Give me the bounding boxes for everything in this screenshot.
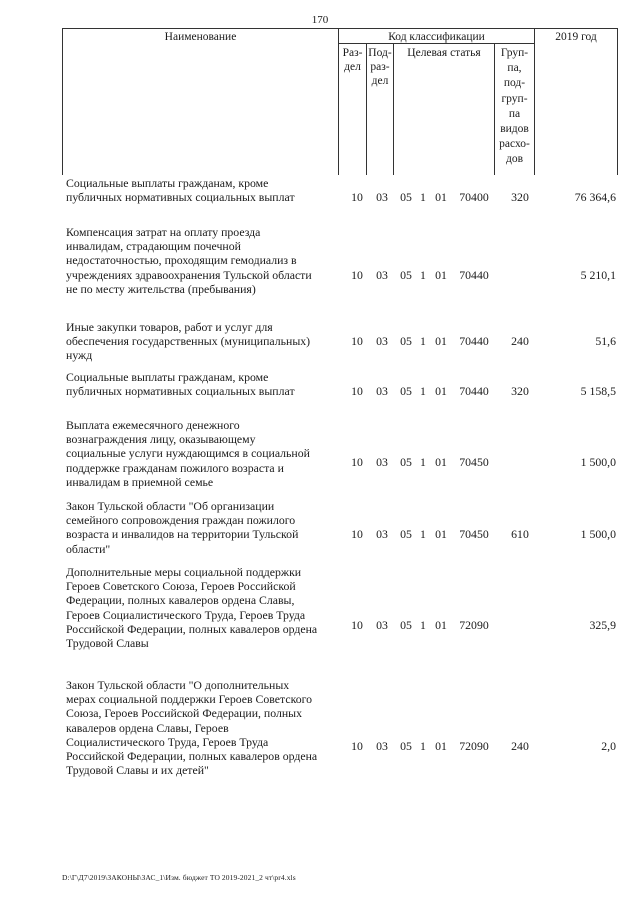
row-code-razdel: 10: [351, 454, 363, 469]
header-group-line: груп-: [501, 92, 528, 105]
row-code-cs1: 05: [400, 384, 412, 399]
row-code-cs1: 05: [400, 190, 412, 205]
file-path-footer: D:\Г\Д7\2019\ЗАКОНЫ\ЗАС_1\Изм. бюджет ТО 2019-2021_2 чт\pr4.xls: [62, 873, 296, 882]
row-name-line: Российской Федерации, полных кавалеров ордена: [66, 749, 318, 764]
row-code-razdel: 10: [351, 617, 363, 632]
row-code-cs2: 1: [420, 384, 426, 399]
row-code-cs2: 1: [420, 334, 426, 349]
row-code-podrazdel: 03: [376, 739, 388, 754]
row-name-line: поддержке гражданам пожилого возраста и: [66, 460, 284, 475]
row-code-razdel: 10: [351, 190, 363, 205]
header-group-line: под-: [503, 77, 526, 90]
row-name-line: не по месту жительства (пребывания): [66, 281, 256, 296]
header-podrazdel-line: дел: [371, 75, 389, 87]
row-amount: 5 210,1: [580, 267, 616, 282]
header-razdel-line: Раз-: [342, 47, 363, 59]
header-group-line: па: [508, 107, 521, 120]
row-code-cs1: 05: [400, 739, 412, 754]
row-code-cs4: 70440: [459, 334, 489, 349]
row-code-podrazdel: 03: [376, 190, 388, 205]
row-name-line: Компенсация затрат на оплату проезда: [66, 225, 261, 239]
row-name: [66, 225, 341, 296]
row-code-cs2: 1: [420, 617, 426, 632]
row-amount: 1 500,0: [580, 527, 616, 542]
row-code-cs3: 01: [435, 334, 447, 349]
header-group-line: видов: [500, 123, 529, 136]
row-name-line: социальные услуги нуждающимся в социальной: [66, 446, 310, 461]
row-name-line: Трудовой Славы и их детей": [66, 763, 209, 778]
row-code-razdel: 10: [351, 334, 363, 349]
row-name: [66, 678, 341, 777]
row-name-line: Трудовой Славы: [66, 636, 149, 651]
row-amount: 51,6: [595, 334, 616, 349]
row-code-cs3: 01: [435, 454, 447, 469]
row-name-line: Социалистического Труда, Героев Труда: [66, 734, 269, 749]
row-code-cs4: 70450: [459, 454, 489, 469]
row-name-line: Социальные выплаты гражданам, кроме: [66, 176, 269, 190]
row-code-cs3: 01: [435, 739, 447, 754]
row-name-line: мерах социальной поддержки Героев Советского: [66, 692, 313, 707]
header-year: 2019 год: [555, 31, 597, 43]
row-code-group: 320: [511, 384, 529, 399]
row-name-line: Дополнительные меры социальной поддержки: [66, 565, 302, 579]
row-name-line: публичных нормативных социальных выплат: [66, 384, 295, 399]
row-code-cs3: 01: [435, 384, 447, 399]
row-name-line: Иные закупки товаров, работ и услуг для: [66, 320, 273, 334]
row-amount: 2,0: [601, 739, 616, 754]
row-name-line: Выплата ежемесячного денежного: [66, 418, 240, 432]
row-name-line: Федерации, полных кавалеров ордена Славы,: [66, 593, 295, 608]
row-name-line: вознаграждения лицу, оказывающему: [66, 432, 256, 447]
row-code-podrazdel: 03: [376, 267, 388, 282]
header-podrazdel-line: раз-: [370, 61, 390, 73]
row-code-group: 240: [511, 739, 529, 754]
row-code-razdel: 10: [351, 384, 363, 399]
header-right-border: [617, 28, 618, 175]
row-code-cs2: 1: [420, 267, 426, 282]
row-code-group: 320: [511, 190, 529, 205]
row-code-razdel: 10: [351, 739, 363, 754]
row-name-line: Союза, Героев Российской Федерации, полных: [66, 706, 303, 721]
row-code-podrazdel: 03: [376, 334, 388, 349]
row-name-line: обеспечения государственных (муниципальных): [66, 334, 311, 349]
row-name: [66, 320, 341, 363]
row-code-razdel: 10: [351, 527, 363, 542]
row-amount: 325,9: [589, 617, 616, 632]
row-code-cs4: 70440: [459, 384, 489, 399]
header-group-line: дов: [505, 153, 524, 166]
header-podrazdel-line: Под-: [368, 47, 392, 59]
row-name-line: Героев Социалистического Труда, Героев Труда: [66, 607, 306, 622]
row-code-cs2: 1: [420, 527, 426, 542]
row-code-cs3: 01: [435, 190, 447, 205]
row-name-line: недостаточностью, проходящим гемодиализ в: [66, 253, 297, 268]
row-code-cs2: 1: [420, 190, 426, 205]
header-divider-year: [534, 28, 535, 175]
row-code-cs3: 01: [435, 267, 447, 282]
row-code-cs4: 72090: [459, 617, 489, 632]
row-name-line: Закон Тульской области "Об организации: [66, 499, 275, 513]
row-name-line: нужд: [66, 348, 93, 363]
header-divider-podrazdel: [393, 43, 394, 175]
row-code-cs1: 05: [400, 267, 412, 282]
row-name-line: семейного сопровождения граждан пожилого: [66, 513, 296, 528]
header-podrazdel: [367, 46, 393, 88]
row-code-podrazdel: 03: [376, 454, 388, 469]
row-amount: 76 364,6: [574, 190, 616, 205]
row-code-group: 240: [511, 334, 529, 349]
row-name: [66, 499, 341, 556]
header-classification: Код классификации: [388, 31, 485, 43]
row-name: [66, 418, 341, 489]
row-code-cs1: 05: [400, 617, 412, 632]
row-name-line: Социальные выплаты гражданам, кроме: [66, 370, 269, 384]
row-code-razdel: 10: [351, 267, 363, 282]
row-code-cs3: 01: [435, 617, 447, 632]
row-amount: 1 500,0: [580, 454, 616, 469]
row-name: [66, 565, 341, 650]
row-name: [66, 370, 341, 398]
row-code-podrazdel: 03: [376, 384, 388, 399]
row-code-cs2: 1: [420, 454, 426, 469]
row-code-cs1: 05: [400, 454, 412, 469]
row-name-line: Российской Федерации, полных кавалеров ордена: [66, 621, 318, 636]
row-name-line: инвалидам, страдающим почечной: [66, 239, 241, 254]
row-code-podrazdel: 03: [376, 617, 388, 632]
header-target: Целевая статья: [407, 47, 481, 59]
row-code-cs1: 05: [400, 527, 412, 542]
row-amount: 5 158,5: [580, 384, 616, 399]
row-code-podrazdel: 03: [376, 527, 388, 542]
row-name-line: учреждениях здравоохранения Тульской области: [66, 267, 312, 282]
row-name-line: инвалидам в приемной семье: [66, 474, 214, 489]
header-razdel: [339, 46, 366, 74]
header-group-line: Груп-: [500, 47, 529, 59]
row-name-line: области": [66, 541, 111, 556]
row-code-cs4: 70440: [459, 267, 489, 282]
header-name: Наименование: [164, 31, 237, 43]
row-name: [66, 176, 341, 204]
row-code-cs4: 72090: [459, 739, 489, 754]
row-code-cs1: 05: [400, 334, 412, 349]
header-left-border: [62, 28, 63, 175]
row-code-cs2: 1: [420, 739, 426, 754]
row-code-group: 610: [511, 527, 529, 542]
header-razdel-line: дел: [344, 61, 361, 73]
header-group-line: расхо-: [499, 138, 530, 151]
row-code-cs3: 01: [435, 527, 447, 542]
page-number: 170: [311, 14, 329, 26]
header-group: [495, 46, 534, 168]
row-name-line: кавалеров ордена Славы, Героев: [66, 720, 229, 735]
row-code-cs4: 70450: [459, 527, 489, 542]
header-group-line: па,: [507, 62, 522, 75]
row-code-cs4: 70400: [459, 190, 489, 205]
row-name-line: Героев Советского Союза, Героев Российской: [66, 579, 296, 594]
row-name-line: публичных нормативных социальных выплат: [66, 190, 295, 205]
row-name-line: возраста и инвалидов на территории Тульской: [66, 527, 299, 542]
row-name-line: Закон Тульской области "О дополнительных: [66, 678, 290, 692]
